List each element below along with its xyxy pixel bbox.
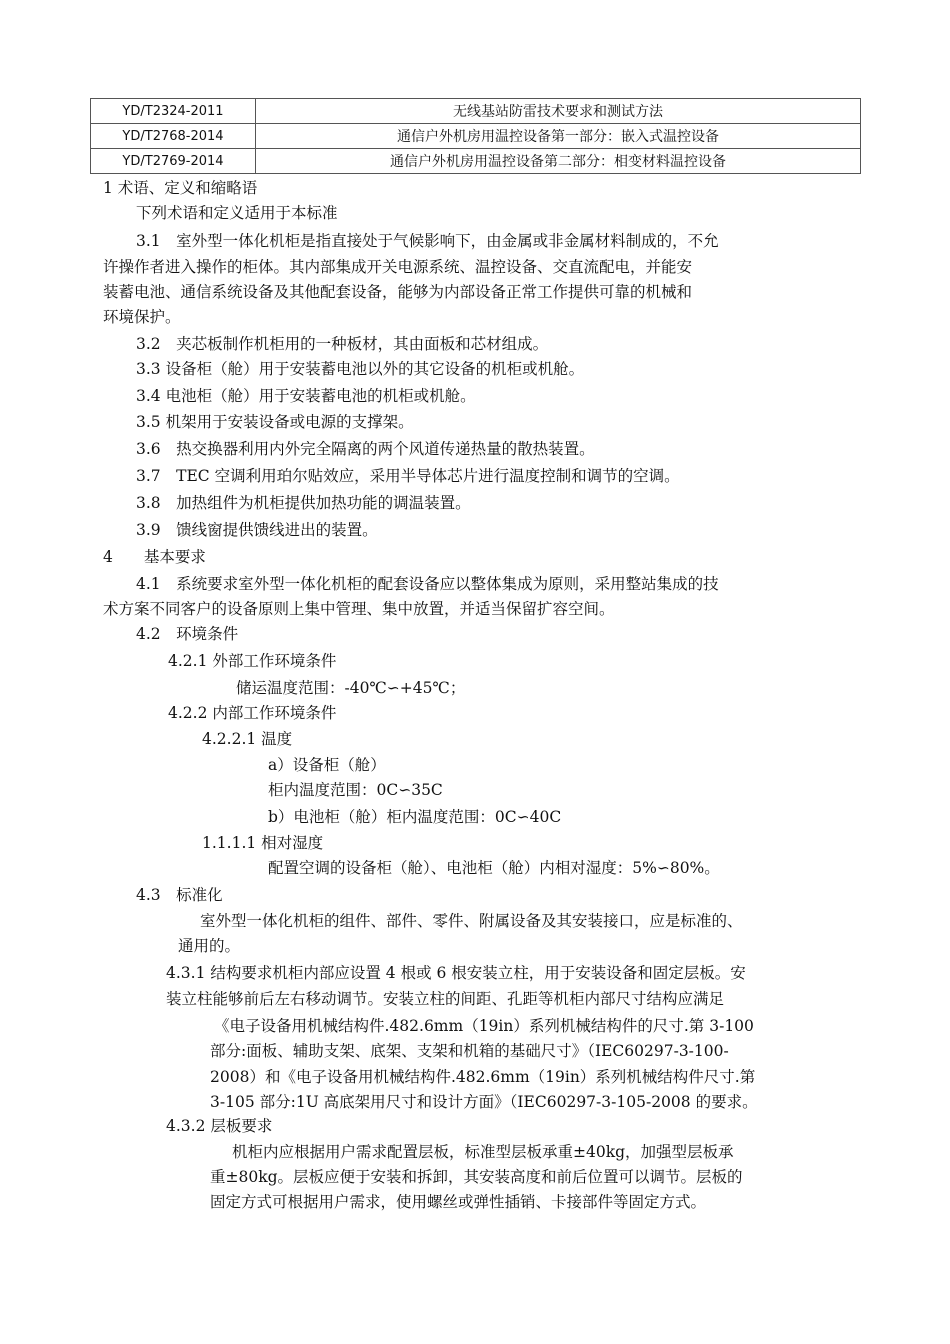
subsection-heading: 4.2 环境条件	[136, 625, 239, 643]
standard-title: 通信户外机房用温控设备第一部分：嵌入式温控设备	[256, 124, 861, 149]
section-heading: 4 基本要求	[103, 548, 206, 566]
paragraph-line: 《电子设备用机械结构件.482.6mm（19in）系列机械结构件的尺寸.第 3-100	[214, 1017, 754, 1035]
paragraph-line: 3.9 馈线窗提供馈线进出的装置。	[136, 521, 378, 539]
paragraph-line: 储运温度范围：-40℃∽+45℃；	[236, 679, 466, 697]
list-item: a）设备柜（舱）	[268, 756, 386, 774]
paragraph-line: 部分:面板、辅助支架、底架、支架和机箱的基础尺寸》（IEC60297-3-100-	[210, 1042, 729, 1060]
paragraph-line: 环境保护。	[103, 308, 181, 326]
paragraph-line: 2008）和《电子设备用机械结构件.482.6mm（19in）系列机械结构件尺寸.第	[210, 1068, 756, 1086]
subsection-heading: 4.2.1 外部工作环境条件	[168, 652, 337, 670]
standard-title: 通信户外机房用温控设备第二部分：相变材料温控设备	[256, 149, 861, 174]
paragraph-line: 4.1 系统要求室外型一体化机柜的配套设备应以整体集成为原则，采用整站集成的技	[136, 575, 719, 593]
list-item: b）电池柜（舱）柜内温度范围：0C∽40C	[268, 808, 562, 826]
paragraph-line: 机柜内应根据用户需求配置层板，标准型层板承重±40kg，加强型层板承	[232, 1143, 734, 1161]
paragraph-line: 4.3.1 结构要求机柜内部应设置 4 根或 6 根安装立柱，用于安装设备和固定层板。安	[166, 964, 746, 982]
paragraph-line: 3.4 电池柜（舱）用于安装蓄电池的机柜或机舱。	[136, 387, 476, 405]
paragraph-line: 下列术语和定义适用于本标准	[136, 204, 338, 222]
paragraph-line: 重±80kg。层板应便于安装和拆卸，其安装高度和前后位置可以调节。层板的	[210, 1168, 743, 1186]
subsection-heading: 1.1.1.1 相对湿度	[202, 834, 324, 852]
paragraph-line: 3.2 夹芯板制作机柜用的一种板材，其由面板和芯材组成。	[136, 335, 549, 353]
paragraph-line: 术方案不同客户的设备原则上集中管理、集中放置，并适当保留扩容空间。	[103, 600, 615, 618]
paragraph-line: 装立柱能够前后左右移动调节。安装立柱的间距、孔距等机柜内部尺寸结构应满足	[166, 990, 725, 1008]
paragraph-line: 3.3 设备柜（舱）用于安装蓄电池以外的其它设备的机柜或机舱。	[136, 360, 585, 378]
paragraph-line: 3.5 机架用于安装设备或电源的支撑架。	[136, 413, 414, 431]
subsection-heading: 4.2.2.1 温度	[202, 730, 293, 748]
paragraph-line: 3.8 加热组件为机柜提供加热功能的调温装置。	[136, 494, 471, 512]
paragraph-line: 3-105 部分:1U 高底架用尺寸和设计方面》（IEC60297-3-105-2008 的要求。	[210, 1093, 758, 1111]
paragraph-line: 3.6 热交换器利用内外完全隔离的两个风道传递热量的散热装置。	[136, 440, 595, 458]
subsection-heading: 4.3 标准化	[136, 886, 223, 904]
paragraph-line: 3.1 室外型一体化机柜是指直接处于气候影响下，由金属或非金属材料制成的，不允	[136, 232, 719, 250]
table-row	[91, 124, 861, 149]
standard-title: 无线基站防雷技术要求和测试方法	[256, 99, 861, 124]
paragraph-line: 柜内温度范围：0C∽35C	[268, 781, 443, 799]
paragraph-line: 装蓄电池、通信系统设备及其他配套设备，能够为内部设备正常工作提供可靠的机械和	[103, 283, 693, 301]
table-row	[91, 149, 861, 174]
section-heading: 1 术语、定义和缩略语	[103, 179, 258, 197]
paragraph-line: 室外型一体化机柜的组件、部件、零件、附属设备及其安装接口，应是标准的、	[200, 912, 743, 930]
paragraph-line: 固定方式可根据用户需求，使用螺丝或弹性插销、卡接部件等固定方式。	[210, 1193, 707, 1211]
paragraph-line: 许操作者进入操作的柜体。其内部集成开关电源系统、温控设备、交直流配电，并能安	[103, 258, 693, 276]
subsection-heading: 4.2.2 内部工作环境条件	[168, 704, 337, 722]
standard-code: YD/T2768-2014	[91, 124, 256, 149]
paragraph-line: 通用的。	[178, 937, 241, 955]
standard-code: YD/T2324-2011	[91, 99, 256, 124]
paragraph-line: 配置空调的设备柜（舱）、电池柜（舱）内相对湿度：5%∽80%。	[268, 859, 720, 877]
standard-code: YD/T2769-2014	[91, 149, 256, 174]
table-row	[91, 99, 861, 124]
standards-table	[90, 98, 861, 174]
paragraph-line: 3.7 TEC 空调利用珀尔贴效应，采用半导体芯片进行温度控制和调节的空调。	[136, 467, 680, 485]
subsection-heading: 4.3.2 层板要求	[166, 1117, 273, 1135]
